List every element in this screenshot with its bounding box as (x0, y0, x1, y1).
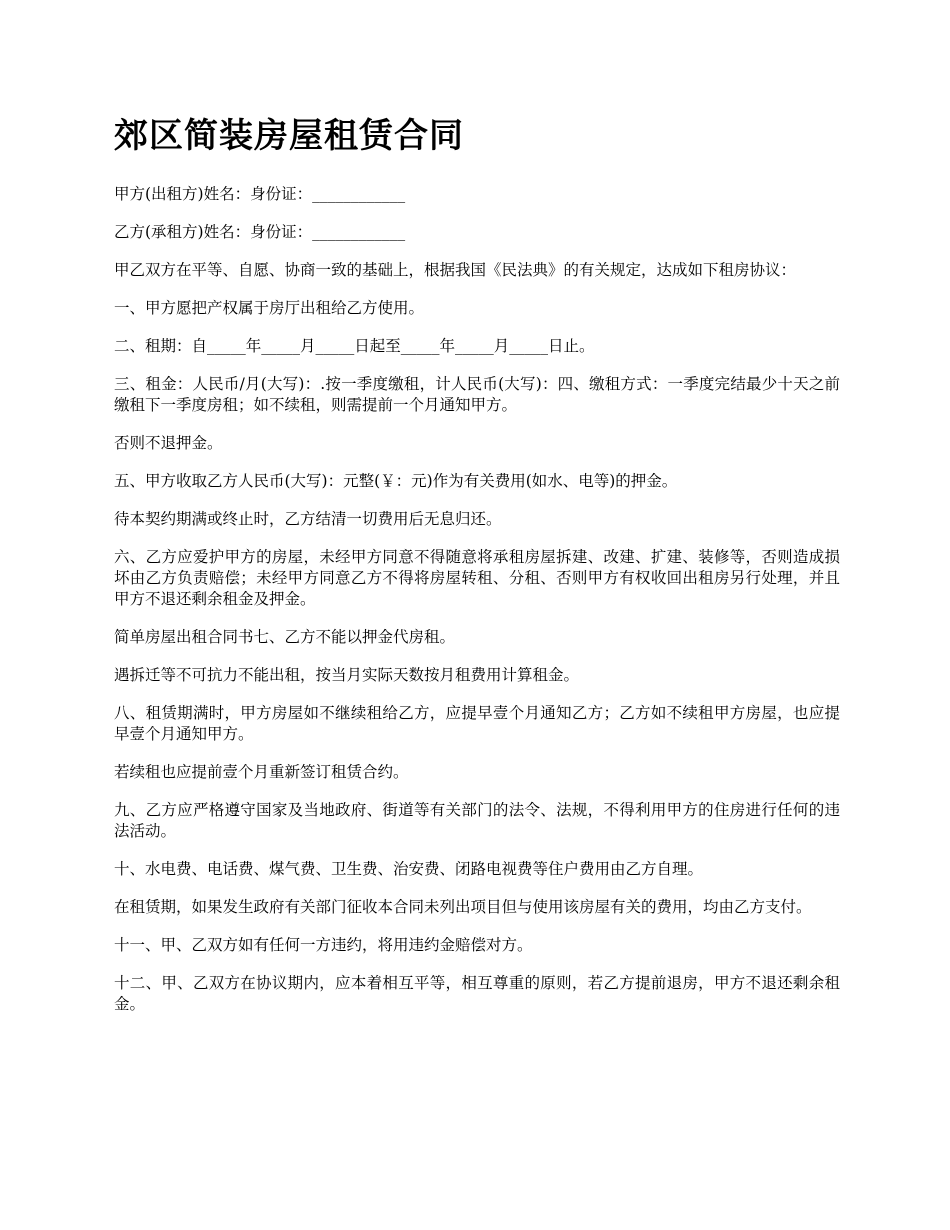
clause-1: 一、甲方愿把产权属于房厅出租给乙方使用。 (114, 299, 425, 317)
renewal-note: 若续租也应提前壹个月重新签订租赁合约。 (114, 763, 409, 781)
clause-10-utilities: 十、水电费、电话费、煤气费、卫生费、治安费、闭路电视费等住户费用由乙方自理。 (114, 860, 704, 878)
force-majeure-note: 遇拆迁等不可抗力不能出租，按当月实际天数按月租费用计算租金。 (114, 666, 580, 684)
deposit-refund-note: 待本契约期满或终止时，乙方结清一切费用后无息归还。 (114, 510, 502, 528)
clause-7-deposit-rent: 简单房屋出租合同书七、乙方不能以押金代房租。 (114, 628, 456, 646)
clause-11-breach: 十一、甲、乙双方如有任何一方违约，将用违约金赔偿对方。 (114, 936, 533, 954)
party-b-line: 乙方(承租方)姓名：身份证：____________ (114, 223, 406, 241)
clause-3-rent: 三、租金：人民币/月(大写)：.按一季度缴租，计人民币(大写)：四、缴租方式：一季度完结最少十天之前缴租下一季度房租；如不续租，则需提前一个月通知甲方。 (114, 375, 840, 414)
preamble-paragraph: 甲乙双方在平等、自愿、协商一致的基础上，根据我国《民法典》的有关规定，达成如下租房协议： (114, 261, 797, 279)
clause-9-compliance: 九、乙方应严格遵守国家及当地政府、街道等有关部门的法令、法规，不得利用甲方的住房进行任何的违法活动。 (114, 801, 840, 840)
clause-12-early-termination: 十二、甲、乙双方在协议期内，应本着相互平等，相互尊重的原则，若乙方提前退房，甲方不退还剩余租金。 (114, 974, 840, 1013)
government-fees-note: 在租赁期，如果发生政府有关部门征收本合同未列出项目但与使用该房屋有关的费用，均由乙方支付。 (114, 898, 812, 916)
clause-8-expiry: 八、租赁期满时，甲方房屋如不继续租给乙方，应提早壹个月通知乙方；乙方如不续租甲方房屋，也应提早壹个月通知甲方。 (114, 704, 840, 743)
document-title: 郊区简装房屋租赁合同 (114, 116, 464, 156)
party-a-line: 甲方(出租方)姓名：身份证：____________ (114, 185, 406, 203)
clause-2-lease-term: 二、租期：自_____年_____月_____日起至_____年_____月_____日止。 (114, 337, 595, 355)
document-page (114, 110, 840, 1032)
clause-5-deposit: 五、甲方收取乙方人民币(大写)：元整(￥：元)作为有关费用(如水、电等)的押金。 (114, 472, 678, 490)
deposit-note: 否则不退押金。 (114, 434, 223, 452)
clause-6-care: 六、乙方应爱护甲方的房屋，未经甲方同意不得随意将承租房屋拆建、改建、扩建、装修等，否则造成损坏由乙方负责赔偿；未经甲方同意乙方不得将房屋转租、分租、否则甲方有权收回出租房另行处理，并且甲方不退还剩余租金及押金。 (114, 548, 840, 608)
